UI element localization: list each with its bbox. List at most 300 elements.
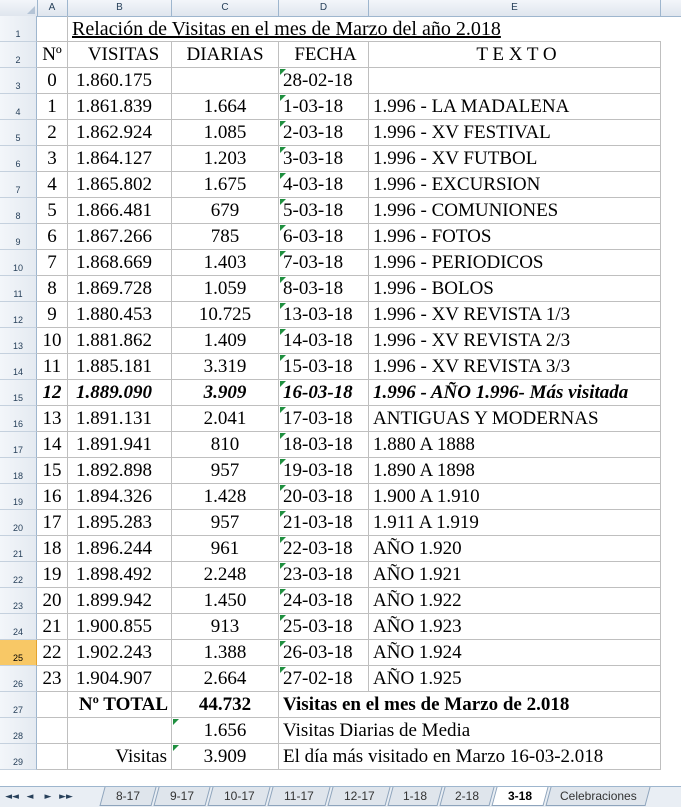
cell-c28[interactable] xyxy=(172,718,279,744)
cell-value: 13 xyxy=(42,408,62,429)
sheet-tab-2-18[interactable] xyxy=(439,787,494,806)
cell-b14[interactable] xyxy=(68,354,172,380)
cell-value: AÑO 1.920 xyxy=(373,538,462,559)
cell-value: 1.409 xyxy=(203,330,247,351)
cell-c25[interactable] xyxy=(172,640,279,666)
cell-value: 18 xyxy=(42,538,62,559)
cell-value: 6-03-18 xyxy=(283,226,344,247)
cell-value: T E X T O xyxy=(476,44,557,65)
cell-e11[interactable] xyxy=(369,276,661,302)
cell-a10[interactable] xyxy=(37,250,68,276)
cell-d14[interactable] xyxy=(279,354,369,380)
row-header[interactable]: 24 xyxy=(0,614,37,640)
cell-d5[interactable] xyxy=(279,120,369,146)
row-header[interactable]: 9 xyxy=(0,224,37,250)
cell-value: 16-03-18 xyxy=(283,382,353,403)
row-header[interactable]: 6 xyxy=(0,146,37,172)
cell-value: FECHA xyxy=(294,44,357,65)
row-header[interactable]: 10 xyxy=(0,250,37,276)
cell-a19[interactable] xyxy=(37,484,68,510)
cell-value: 1.895.283 xyxy=(76,512,152,533)
cell-b16[interactable] xyxy=(68,406,172,432)
sheet-tab-11-17[interactable] xyxy=(267,787,330,806)
error-marker-icon xyxy=(280,667,286,673)
sheet-tab-3-18[interactable] xyxy=(491,787,548,806)
row-header[interactable]: 16 xyxy=(0,406,37,432)
cell-e21[interactable] xyxy=(369,536,661,562)
cell-b20[interactable] xyxy=(68,510,172,536)
cell-value: 5-03-18 xyxy=(283,200,344,221)
cell-a11[interactable] xyxy=(37,276,68,302)
cell-value: 1.388 xyxy=(203,642,247,663)
cell-value: 1.869.728 xyxy=(76,278,152,299)
cell-a29[interactable] xyxy=(37,744,68,770)
cell-e16[interactable] xyxy=(369,406,661,432)
cell-e24[interactable] xyxy=(369,614,661,640)
error-marker-icon xyxy=(280,381,286,387)
cell-value: 1.862.924 xyxy=(76,122,152,143)
row-header[interactable]: 1 xyxy=(0,16,37,42)
last-sheet-icon[interactable]: ►► xyxy=(59,792,73,802)
cell-b24[interactable] xyxy=(68,614,172,640)
cell-value: 3 xyxy=(47,148,57,169)
cell-a17[interactable] xyxy=(37,432,68,458)
cell-value: 27-02-18 xyxy=(283,668,353,689)
cell-d26[interactable] xyxy=(279,666,369,692)
cell-b2[interactable] xyxy=(68,42,172,68)
cell-e26[interactable] xyxy=(369,666,661,692)
row-header[interactable]: 12 xyxy=(0,302,37,328)
cell-e17[interactable] xyxy=(369,432,661,458)
cell-d25[interactable] xyxy=(279,640,369,666)
cell-e25[interactable] xyxy=(369,640,661,666)
cell-d12[interactable] xyxy=(279,302,369,328)
sheet-tab-label: 3-18 xyxy=(507,789,533,803)
cell-value: 7 xyxy=(47,252,57,273)
cell-value: 5 xyxy=(47,200,57,221)
cell-a28[interactable] xyxy=(37,718,68,744)
error-marker-icon xyxy=(280,589,286,595)
cell-a23[interactable] xyxy=(37,588,68,614)
cell-value: 1.911 A 1.919 xyxy=(373,512,479,533)
cell-c2[interactable] xyxy=(172,42,279,68)
error-marker-icon xyxy=(280,615,286,621)
cell-value: 9 xyxy=(47,304,57,325)
cell-c15[interactable] xyxy=(172,380,279,406)
sheet-tab-1-18[interactable] xyxy=(387,787,442,806)
cell-b27[interactable] xyxy=(68,692,172,718)
error-marker-icon xyxy=(280,537,286,543)
cell-a27[interactable] xyxy=(37,692,68,718)
cell-value: 1.900.855 xyxy=(76,616,152,637)
column-header-e[interactable]: E xyxy=(369,0,661,16)
cell-a13[interactable] xyxy=(37,328,68,354)
cell-value: 1.892.898 xyxy=(76,460,152,481)
cell-d11[interactable] xyxy=(279,276,369,302)
cell-value: 19-03-18 xyxy=(283,460,353,481)
cell-a15[interactable] xyxy=(37,380,68,406)
cell-e13[interactable] xyxy=(369,328,661,354)
cell-value: 2.248 xyxy=(203,564,247,585)
cell-value: 15-03-18 xyxy=(283,356,353,377)
cell-a22[interactable] xyxy=(37,562,68,588)
cell-c9[interactable] xyxy=(172,224,279,250)
cell-e5[interactable] xyxy=(369,120,661,146)
cell-a1[interactable] xyxy=(37,16,68,42)
cell-value: 24-03-18 xyxy=(283,590,353,611)
cell-e12[interactable] xyxy=(369,302,661,328)
error-marker-icon xyxy=(280,563,286,569)
cell-c26[interactable] xyxy=(172,666,279,692)
sheet-tab-bar xyxy=(0,786,681,807)
cell-value: 17 xyxy=(42,512,62,533)
cell-value: 14-03-18 xyxy=(283,330,353,351)
error-marker-icon xyxy=(280,251,286,257)
cell-d23[interactable] xyxy=(279,588,369,614)
cell-d2[interactable] xyxy=(279,42,369,68)
cell-c20[interactable] xyxy=(172,510,279,536)
cell-value: 10.725 xyxy=(198,304,252,325)
cell-b5[interactable] xyxy=(68,120,172,146)
sheet-tab-label: 12-17 xyxy=(343,789,375,803)
cell-a21[interactable] xyxy=(37,536,68,562)
cell-value: 6 xyxy=(47,226,57,247)
sheet-tab-celebraciones[interactable] xyxy=(545,787,650,806)
column-header-row xyxy=(0,0,681,17)
row-header[interactable]: 7 xyxy=(0,172,37,198)
row-header[interactable]: 11 xyxy=(0,276,37,302)
summary-note[interactable]: El día más visitado en Marzo 16-03-2.018 xyxy=(279,744,661,770)
column-header-c[interactable]: C xyxy=(172,0,279,16)
cell-d22[interactable] xyxy=(279,562,369,588)
cell-value: 1.996 - XV REVISTA 1/3 xyxy=(373,304,571,325)
cell-b8[interactable] xyxy=(68,198,172,224)
cell-e8[interactable] xyxy=(369,198,661,224)
cell-b15[interactable] xyxy=(68,380,172,406)
row-header[interactable]: 14 xyxy=(0,354,37,380)
cell-e2[interactable] xyxy=(369,42,661,68)
cell-b29[interactable] xyxy=(68,744,172,770)
cell-value: 1 xyxy=(47,96,57,117)
cell-a3[interactable] xyxy=(37,68,68,94)
cell-a2[interactable] xyxy=(37,42,68,68)
cell-value: 1.085 xyxy=(203,122,247,143)
cell-d17[interactable] xyxy=(279,432,369,458)
cell-value: 1.899.942 xyxy=(76,590,152,611)
cell-b18[interactable] xyxy=(68,458,172,484)
cell-b3[interactable] xyxy=(68,68,172,94)
cell-d16[interactable] xyxy=(279,406,369,432)
cell-value: 1.996 - XV REVISTA 2/3 xyxy=(373,330,571,351)
cell-value: 1.881.862 xyxy=(76,330,152,351)
cell-value: 1.891.941 xyxy=(76,434,152,455)
cell-value: 18-03-18 xyxy=(283,434,353,455)
cell-d15[interactable] xyxy=(279,380,369,406)
cell-d19[interactable] xyxy=(279,484,369,510)
cell-value: 1.866.481 xyxy=(76,200,152,221)
cell-value: Nº TOTAL xyxy=(78,694,169,715)
cell-value: 1.890 A 1898 xyxy=(373,460,475,481)
cell-e4[interactable] xyxy=(369,94,661,120)
cell-c23[interactable] xyxy=(172,588,279,614)
cell-d10[interactable] xyxy=(279,250,369,276)
row-header[interactable]: 25 xyxy=(0,640,37,666)
cell-b21[interactable] xyxy=(68,536,172,562)
cell-value: 19 xyxy=(42,564,62,585)
cell-value: 15 xyxy=(42,460,62,481)
cell-c21[interactable] xyxy=(172,536,279,562)
cell-value: 679 xyxy=(210,200,240,221)
cell-value: 23 xyxy=(42,668,62,689)
cell-value: 11 xyxy=(42,356,62,377)
cell-value: 957 xyxy=(210,460,240,481)
cell-value: AÑO 1.923 xyxy=(373,616,462,637)
prev-sheet-icon[interactable]: ◄ xyxy=(26,792,34,802)
error-marker-icon xyxy=(280,95,286,101)
cell-e7[interactable] xyxy=(369,172,661,198)
cell-c13[interactable] xyxy=(172,328,279,354)
cell-a5[interactable] xyxy=(37,120,68,146)
cell-value: 1.891.131 xyxy=(76,408,152,429)
select-all-icon xyxy=(27,6,35,14)
cell-d3[interactable] xyxy=(279,68,369,94)
cell-e3[interactable] xyxy=(369,68,661,94)
sheet-tab-8-17[interactable] xyxy=(99,787,156,806)
column-header-b[interactable]: B xyxy=(68,0,172,16)
select-all-corner[interactable] xyxy=(0,0,38,16)
sheet-tab-label: Celebraciones xyxy=(559,789,637,803)
row-header[interactable]: 29 xyxy=(0,744,37,770)
sheet-tab-label: 10-17 xyxy=(223,789,255,803)
cell-value: AÑO 1.925 xyxy=(373,668,462,689)
cell-value: 785 xyxy=(210,226,240,247)
cell-value: 1.865.802 xyxy=(76,174,152,195)
row-header[interactable]: 8 xyxy=(0,198,37,224)
cell-value: 10 xyxy=(42,330,62,351)
column-header-a[interactable]: A xyxy=(37,0,68,16)
cell-value: 2 xyxy=(47,122,57,143)
row-header[interactable]: 4 xyxy=(0,94,37,120)
cell-value: 1.864.127 xyxy=(76,148,152,169)
cell-e22[interactable] xyxy=(369,562,661,588)
cell-a8[interactable] xyxy=(37,198,68,224)
cell-value: 1.996 - XV REVISTA 3/3 xyxy=(373,356,571,377)
cell-b25[interactable] xyxy=(68,640,172,666)
cell-e18[interactable] xyxy=(369,458,661,484)
cell-value: 1.896.244 xyxy=(76,538,152,559)
cell-c7[interactable] xyxy=(172,172,279,198)
cell-value: 1.880.453 xyxy=(76,304,152,325)
cell-value: 1.880 A 1888 xyxy=(373,434,475,455)
cell-value: 25-03-18 xyxy=(283,616,353,637)
cell-b7[interactable] xyxy=(68,172,172,198)
row-header[interactable]: 5 xyxy=(0,120,37,146)
cell-d4[interactable] xyxy=(279,94,369,120)
cell-b26[interactable] xyxy=(68,666,172,692)
cell-c3[interactable] xyxy=(172,68,279,94)
summary-note[interactable]: Visitas Diarias de Media xyxy=(279,718,661,744)
cell-c24[interactable] xyxy=(172,614,279,640)
cell-b17[interactable] xyxy=(68,432,172,458)
cell-value: 3.319 xyxy=(203,356,247,377)
row-header[interactable]: 20 xyxy=(0,510,37,536)
cell-d24[interactable] xyxy=(279,614,369,640)
cell-value: 16 xyxy=(42,486,62,507)
cell-value: ANTIGUAS Y MODERNAS xyxy=(373,408,599,429)
sheet-tab-label: 8-17 xyxy=(115,789,141,803)
next-sheet-icon[interactable]: ► xyxy=(44,792,52,802)
cell-c6[interactable] xyxy=(172,146,279,172)
cell-a12[interactable] xyxy=(37,302,68,328)
cell-d13[interactable] xyxy=(279,328,369,354)
cell-e6[interactable] xyxy=(369,146,661,172)
cell-value: AÑO 1.921 xyxy=(373,564,462,585)
cell-value: 22-03-18 xyxy=(283,538,353,559)
cell-c18[interactable] xyxy=(172,458,279,484)
cell-value: 1.898.492 xyxy=(76,564,152,585)
error-marker-icon xyxy=(280,277,286,283)
cell-d18[interactable] xyxy=(279,458,369,484)
cell-value: VISITAS xyxy=(87,44,160,65)
cell-value: 957 xyxy=(210,512,240,533)
error-marker-icon xyxy=(280,147,286,153)
cell-c17[interactable] xyxy=(172,432,279,458)
cell-a20[interactable] xyxy=(37,510,68,536)
cell-value: 0 xyxy=(47,70,57,91)
cell-b9[interactable] xyxy=(68,224,172,250)
cell-c12[interactable] xyxy=(172,302,279,328)
row-header[interactable]: 19 xyxy=(0,484,37,510)
cell-value: 961 xyxy=(210,538,240,559)
cell-value: 1.203 xyxy=(203,148,247,169)
cell-b10[interactable] xyxy=(68,250,172,276)
cell-a24[interactable] xyxy=(37,614,68,640)
cell-d9[interactable] xyxy=(279,224,369,250)
sheet-tab-label: 2-18 xyxy=(454,789,480,803)
row-header[interactable]: 3 xyxy=(0,68,37,94)
cell-a16[interactable] xyxy=(37,406,68,432)
error-marker-icon xyxy=(280,459,286,465)
cell-value: 1.996 - FOTOS xyxy=(373,226,492,247)
cell-c10[interactable] xyxy=(172,250,279,276)
cell-e20[interactable] xyxy=(369,510,661,536)
cell-value: 1.894.326 xyxy=(76,486,152,507)
first-sheet-icon[interactable]: ◄◄ xyxy=(5,792,19,802)
cell-value: 1.996 - XV FESTIVAL xyxy=(373,122,551,143)
cell-e23[interactable] xyxy=(369,588,661,614)
cell-b11[interactable] xyxy=(68,276,172,302)
cell-value: 1.902.243 xyxy=(76,642,152,663)
cell-c19[interactable] xyxy=(172,484,279,510)
cell-e15[interactable] xyxy=(369,380,661,406)
cell-value: 1.860.175 xyxy=(76,70,152,91)
cell-c5[interactable] xyxy=(172,120,279,146)
cell-value: 8 xyxy=(47,278,57,299)
cell-a4[interactable] xyxy=(37,94,68,120)
cell-a26[interactable] xyxy=(37,666,68,692)
sheet-title[interactable]: Relación de Visitas en el mes de Marzo del año 2.018 xyxy=(68,16,661,42)
cell-e9[interactable] xyxy=(369,224,661,250)
row-header[interactable]: 23 xyxy=(0,588,37,614)
error-marker-icon xyxy=(280,329,286,335)
cell-value: 21 xyxy=(42,616,62,637)
row-header[interactable]: 2 xyxy=(0,42,37,68)
cell-c11[interactable] xyxy=(172,276,279,302)
summary-note[interactable]: Visitas en el mes de Marzo de 2.018 xyxy=(279,692,661,718)
cell-b4[interactable] xyxy=(68,94,172,120)
cell-b13[interactable] xyxy=(68,328,172,354)
cell-e14[interactable] xyxy=(369,354,661,380)
cell-value: 1.867.266 xyxy=(76,226,152,247)
cell-a6[interactable] xyxy=(37,146,68,172)
cell-c14[interactable] xyxy=(172,354,279,380)
row-header[interactable]: 22 xyxy=(0,562,37,588)
row-header[interactable]: 26 xyxy=(0,666,37,692)
cell-c16[interactable] xyxy=(172,406,279,432)
sheet-tab-10-17[interactable] xyxy=(207,787,270,806)
column-header-d[interactable]: D xyxy=(279,0,369,16)
sheet-tab-12-17[interactable] xyxy=(327,787,390,806)
cell-a18[interactable] xyxy=(37,458,68,484)
cell-c4[interactable] xyxy=(172,94,279,120)
cell-value: 28-02-18 xyxy=(283,70,353,91)
cell-e10[interactable] xyxy=(369,250,661,276)
row-header[interactable]: 15 xyxy=(0,380,37,406)
cell-b6[interactable] xyxy=(68,146,172,172)
cell-d7[interactable] xyxy=(279,172,369,198)
row-header[interactable]: 21 xyxy=(0,536,37,562)
row-header[interactable]: 27 xyxy=(0,692,37,718)
cell-b28[interactable] xyxy=(68,718,172,744)
cell-d21[interactable] xyxy=(279,536,369,562)
cell-b12[interactable] xyxy=(68,302,172,328)
cell-value: 1.900 A 1.910 xyxy=(373,486,480,507)
cell-d20[interactable] xyxy=(279,510,369,536)
cell-d6[interactable] xyxy=(279,146,369,172)
error-marker-icon xyxy=(280,69,286,75)
cell-value: 1.664 xyxy=(203,96,247,117)
cell-e19[interactable] xyxy=(369,484,661,510)
cell-c27[interactable] xyxy=(172,692,279,718)
cell-a25[interactable] xyxy=(37,640,68,666)
cell-a14[interactable] xyxy=(37,354,68,380)
cell-value: 14 xyxy=(42,434,62,455)
error-marker-icon xyxy=(280,303,286,309)
cell-c22[interactable] xyxy=(172,562,279,588)
cell-value: 1.403 xyxy=(203,252,247,273)
cell-b22[interactable] xyxy=(68,562,172,588)
cell-c8[interactable] xyxy=(172,198,279,224)
cell-value: 913 xyxy=(210,616,240,637)
cell-b19[interactable] xyxy=(68,484,172,510)
cell-value: 1.996 - AÑO 1.996- Más visitada xyxy=(373,382,629,403)
cell-value: 1.059 xyxy=(203,278,247,299)
cell-d8[interactable] xyxy=(279,198,369,224)
cell-value: 44.732 xyxy=(198,694,252,715)
cell-a9[interactable] xyxy=(37,224,68,250)
cell-value: 1.996 - COMUNIONES xyxy=(373,200,559,221)
cell-value: 3.909 xyxy=(203,746,247,767)
sheet-tab-9-17[interactable] xyxy=(153,787,210,806)
cell-b23[interactable] xyxy=(68,588,172,614)
row-header[interactable]: 28 xyxy=(0,718,37,744)
row-header[interactable]: 18 xyxy=(0,458,37,484)
row-header[interactable]: 17 xyxy=(0,432,37,458)
cell-a7[interactable] xyxy=(37,172,68,198)
cell-c29[interactable] xyxy=(172,744,279,770)
cell-value: 1.868.669 xyxy=(76,252,152,273)
row-header[interactable]: 13 xyxy=(0,328,37,354)
